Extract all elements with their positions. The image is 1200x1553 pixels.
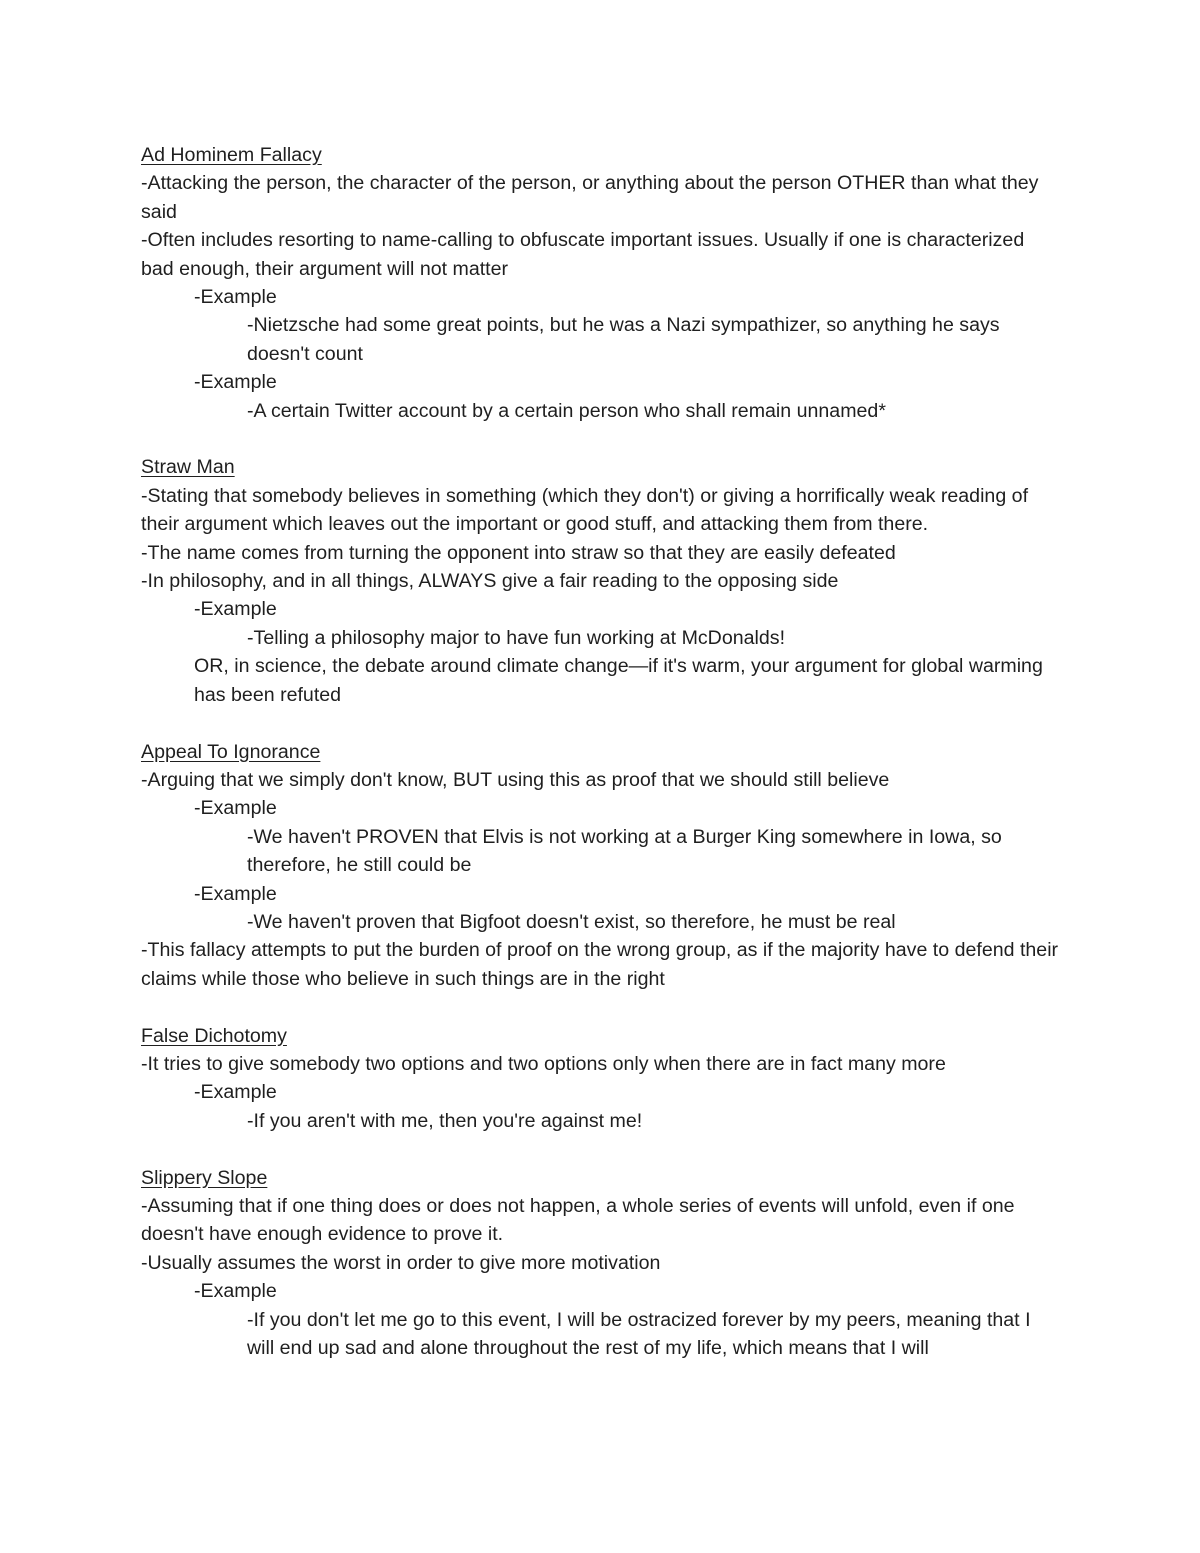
- indented-line: -Example: [194, 286, 277, 309]
- body-line: -Usually assumes the worst in order to give more motivation: [141, 1251, 661, 1274]
- body-line: -Often includes resorting to name-calling to obfuscate important issues. Usually if one is characterized bad enough, their argument will not matter: [141, 229, 1025, 280]
- fallacy-section: [141, 738, 1061, 994]
- indented-line: -Example: [194, 882, 277, 905]
- section-spacer: [141, 1135, 1061, 1163]
- indented-line: OR, in science, the debate around climate change—if it's warm, your argument for global warming has been refuted: [194, 655, 1043, 706]
- section-heading: Appeal To Ignorance: [141, 740, 321, 763]
- indented-line: -Example: [194, 1280, 277, 1303]
- section-spacer: [141, 425, 1061, 453]
- section-heading: Straw Man: [141, 456, 235, 479]
- body-line: -This fallacy attempts to put the burden of proof on the wrong group, as if the majority have to defend their claims while those who believe in such things are in the right: [141, 939, 1059, 990]
- example-text: -If you aren't with me, then you're against me!: [247, 1109, 643, 1132]
- body-line: -Arguing that we simply don't know, BUT using this as proof that we should still believe: [141, 768, 890, 791]
- document-page: [141, 141, 1061, 1362]
- body-line: -Assuming that if one thing does or does not happen, a whole series of events will unfold, even if one doesn't have enough evidence to prove it.: [141, 1194, 1015, 1246]
- fallacy-section: [141, 453, 1061, 709]
- indented-line: -Example: [194, 598, 277, 621]
- body-line: -It tries to give somebody two options and two options only when there are in fact many more: [141, 1052, 946, 1075]
- section-spacer: [141, 709, 1061, 737]
- section-spacer: [141, 993, 1061, 1021]
- body-line: -Attacking the person, the character of the person, or anything about the person OTHER than what they said: [141, 172, 1039, 223]
- body-line: -The name comes from turning the opponent into straw so that they are easily defeated: [141, 541, 896, 564]
- indented-line: -Example: [194, 1081, 277, 1104]
- example-text: -Nietzsche had some great points, but he was a Nazi sympathizer, so anything he says doesn't count: [247, 314, 1000, 365]
- example-text: -If you don't let me go to this event, I will be ostracized forever by my peers, meaning that I will end up sad and alone throughout the rest of my life, which means that I will: [247, 1308, 1031, 1359]
- section-heading: Slippery Slope: [141, 1166, 268, 1189]
- fallacy-section: [141, 141, 1061, 425]
- example-text: -We haven't proven that Bigfoot doesn't exist, so therefore, he must be real: [247, 910, 896, 933]
- indented-line: -Example: [194, 797, 277, 820]
- example-text: -We haven't PROVEN that Elvis is not working at a Burger King somewhere in Iowa, so therefore, he still could be: [247, 825, 1002, 877]
- body-line: -In philosophy, and in all things, ALWAYS give a fair reading to the opposing side: [141, 570, 839, 593]
- fallacy-section: [141, 1022, 1061, 1136]
- indented-line: -Example: [194, 371, 277, 394]
- example-text: -Telling a philosophy major to have fun working at McDonalds!: [247, 626, 786, 649]
- body-line: -Stating that somebody believes in something (which they don't) or giving a horrifically weak reading of their argument which leaves out the important or good stuff, and attacking them from there.: [141, 484, 1029, 536]
- section-heading: Ad Hominem Fallacy: [141, 144, 322, 166]
- section-heading: False Dichotomy: [141, 1024, 287, 1047]
- fallacy-section: [141, 1164, 1061, 1363]
- example-text: -A certain Twitter account by a certain person who shall remain unnamed*: [247, 399, 886, 422]
